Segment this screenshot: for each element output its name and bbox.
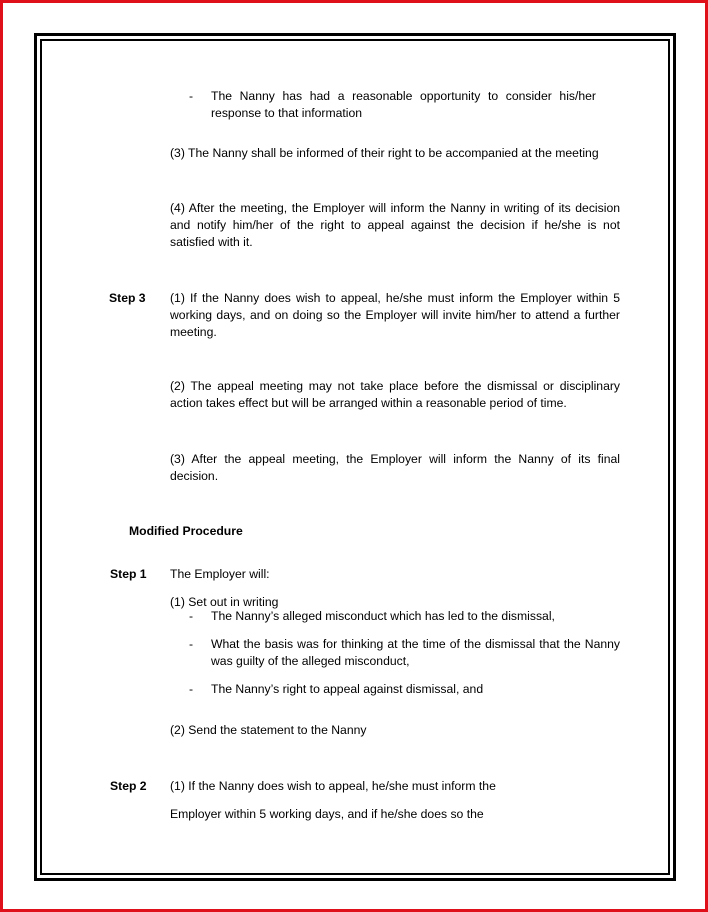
step1-intro: The Employer will: xyxy=(170,567,270,581)
bullet-dash: - xyxy=(189,89,194,103)
modified-procedure-heading: Modified Procedure xyxy=(129,524,243,538)
step1-sub1: (1) Set out in writing xyxy=(170,595,279,609)
step3-para1: (1) If the Nanny does wish to appeal, he/she must inform the Employer within 5 working days, and on doing so the Employer will invite him/her to attend a further meeting. xyxy=(170,291,620,339)
step3-para2: (2) The appeal meeting may not take place before the dismissal or disciplinary action takes effect but will be arranged within a reasonable period of time. xyxy=(170,379,620,410)
bullet-dash: - xyxy=(189,609,194,623)
step3-para3: (3) After the appeal meeting, the Employer will inform the Nanny of its final decision. xyxy=(170,452,620,483)
bullet-dash: - xyxy=(189,682,194,696)
bullet-opportunity-text: The Nanny has had a reasonable opportunity to consider his/her response to that information xyxy=(211,89,596,120)
step1-label: Step 1 xyxy=(110,567,147,581)
step3-label: Step 3 xyxy=(109,291,146,305)
bullet-basis-text: What the basis was for thinking at the time of the dismissal that the Nanny was guilty of the alleged misconduct, xyxy=(211,637,620,668)
para-accompanied: (3) The Nanny shall be informed of their right to be accompanied at the meeting xyxy=(170,146,599,160)
bullet-dash: - xyxy=(189,637,194,651)
bullet-right-text: The Nanny’s right to appeal against dismissal, and xyxy=(211,682,484,696)
step2-label: Step 2 xyxy=(110,779,147,793)
bullet-alleged-text: The Nanny’s alleged misconduct which has led to the dismissal, xyxy=(211,609,555,623)
step1-sub2: (2) Send the statement to the Nanny xyxy=(170,723,367,737)
step2-line1: (1) If the Nanny does wish to appeal, he/she must inform the xyxy=(170,779,496,793)
step2-line2: Employer within 5 working days, and if he/she does so the xyxy=(170,807,484,821)
para-after-meeting: (4) After the meeting, the Employer will inform the Nanny in writing of its decision and notify him/her of the right to appeal against the decision if he/she is not satisfied with it. xyxy=(170,201,620,249)
